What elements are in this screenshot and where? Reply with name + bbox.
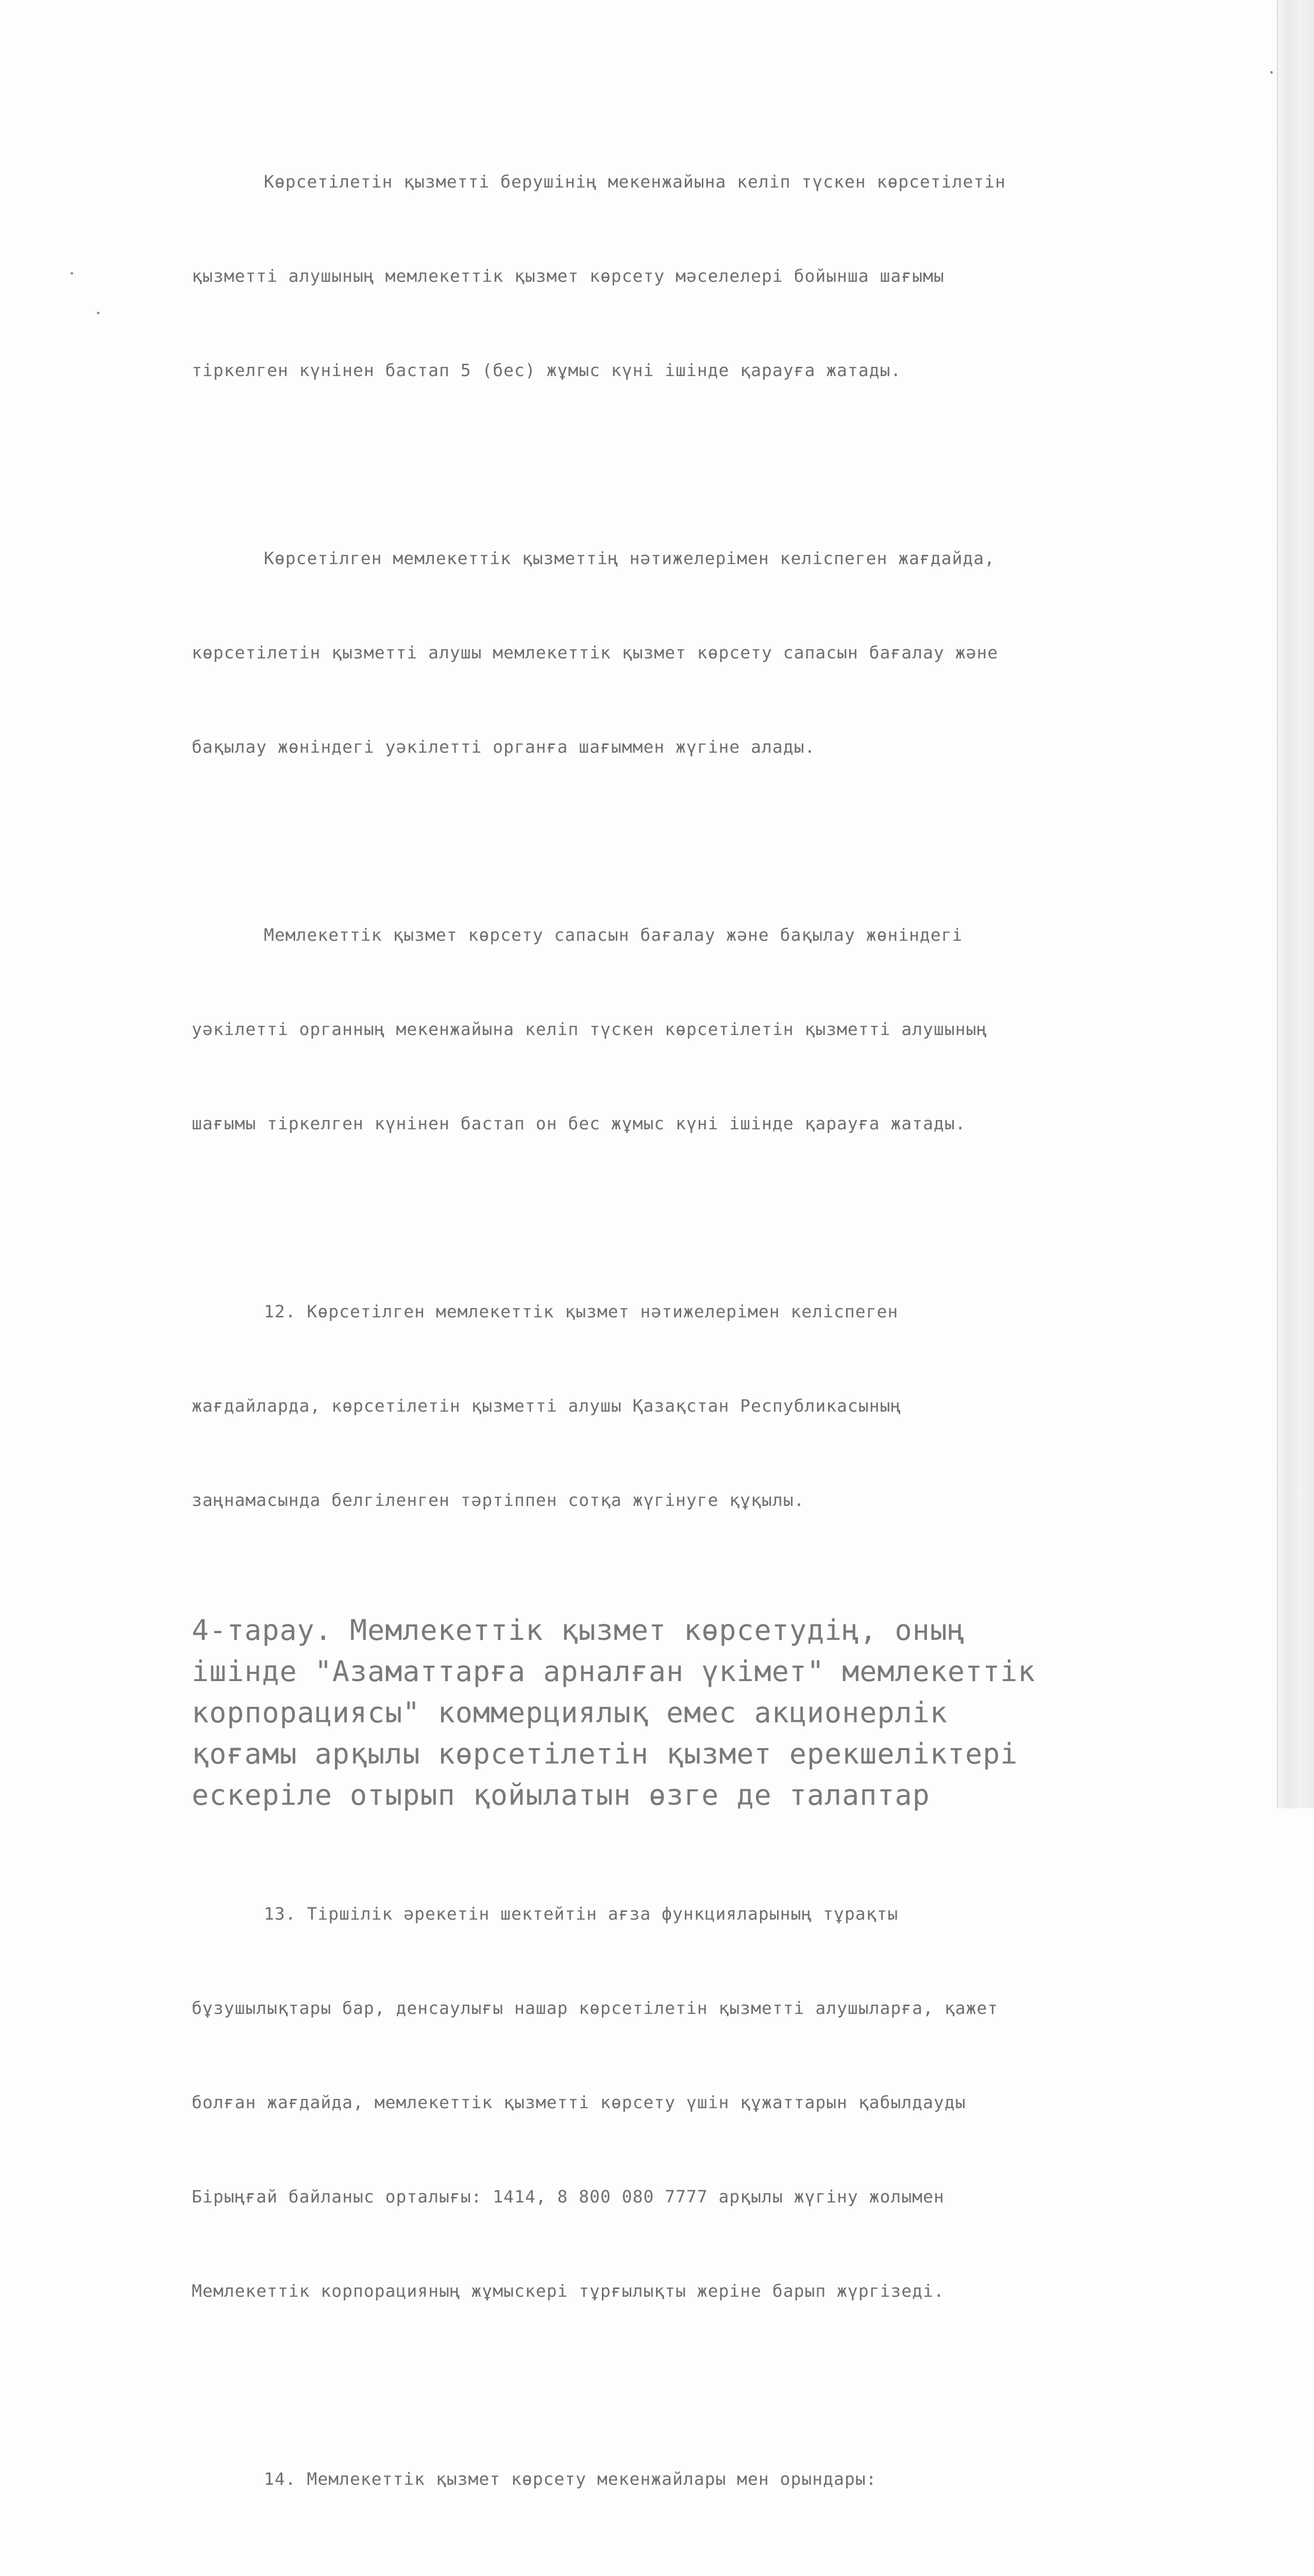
heading-line: ішінде "Азаматтарға арналған үкімет" мемлекеттік — [192, 1655, 1036, 1688]
paragraph — [192, 856, 1181, 1202]
heading-line: ескеріле отырып қойылатын өзге де талаптар — [192, 1778, 930, 1811]
paragraph-line: 13. Тіршілік әрекетін шектейтін ағза функцияларының тұрақты — [264, 1904, 899, 1924]
document-body — [192, 103, 1181, 2576]
paragraph-line: көрсетілетін қызметті алушы мемлекеттік қызмет көрсету сапасын бағалау және — [192, 642, 999, 663]
scan-page-edge — [1277, 0, 1314, 1808]
paragraph — [192, 1233, 1181, 1579]
heading-line: қоғамы арқылы көрсетілетін қызмет ерекшеліктері — [192, 1737, 1018, 1770]
scan-speck — [71, 272, 73, 275]
paragraph-line: болған жағдайда, мемлекеттік қызметті көрсету үшін құжаттарын қабылдауды — [192, 2092, 966, 2112]
paragraph — [192, 103, 1181, 449]
paragraph-line: бұзушылықтары бар, денсаулығы нашар көрсетілетін қызметті алушыларға, қажет — [192, 1998, 999, 2018]
scan-speck — [97, 312, 99, 314]
scan-speck — [1270, 71, 1273, 74]
chapter-heading — [192, 1609, 1181, 1816]
paragraph-line: Бірыңғай байланыс орталығы: 1414, 8 800 080 7777 арқылы жүгіну жолымен — [192, 2187, 945, 2207]
paragraph-line: Көрсетілетін қызметті берушінің мекенжайына келіп түскен көрсетілетін — [264, 172, 1006, 192]
paragraph — [192, 1835, 1181, 2369]
paragraph-line: заңнамасында белгіленген тәртіппен сотқа жүгінуге құқылы. — [192, 1490, 805, 1510]
paragraph-line: бақылау жөніндегі уәкілетті органға шағыммен жүгіне алады. — [192, 737, 816, 757]
paragraph-line: уәкілетті органның мекенжайына келіп түскен көрсетілетін қызметті алушының — [192, 1019, 988, 1039]
paragraph-line: 14. Мемлекеттік қызмет көрсету мекенжайлары мен орындары: — [264, 2469, 877, 2489]
heading-line: корпорациясы" коммерциялық емес акционерлік — [192, 1696, 948, 1729]
paragraph-line: Көрсетілген мемлекеттік қызметтің нәтижелерімен келіспеген жағдайда, — [264, 548, 996, 568]
paragraph — [192, 480, 1181, 825]
paragraph — [192, 2400, 1181, 2557]
paragraph-line: Мемлекеттік корпорацияның жұмыскері тұрғылықты жеріне барып жүргізеді. — [192, 2281, 945, 2301]
paragraph-line: шағымы тіркелген күнінен бастап он бес жұмыс күні ішінде қарауға жатады. — [192, 1113, 966, 1133]
heading-line: 4-тарау. Мемлекеттік қызмет көрсетудің, оның — [192, 1614, 965, 1647]
paragraph-line: қызметті алушының мемлекеттік қызмет көрсету мәселелері бойынша шағымы — [192, 266, 945, 286]
paragraph-line: 12. Көрсетілген мемлекеттік қызмет нәтижелерімен келіспеген — [264, 1301, 899, 1321]
paragraph-line: тіркелген күнінен бастап 5 (бес) жұмыс күні ішінде қарауға жатады. — [192, 360, 902, 380]
paragraph-line: жағдайларда, көрсетілетін қызметті алушы Қазақстан Республикасының — [192, 1396, 902, 1416]
paragraph-line: Мемлекеттік қызмет көрсету сапасын бағалау және бақылау жөніндегі — [264, 925, 963, 945]
